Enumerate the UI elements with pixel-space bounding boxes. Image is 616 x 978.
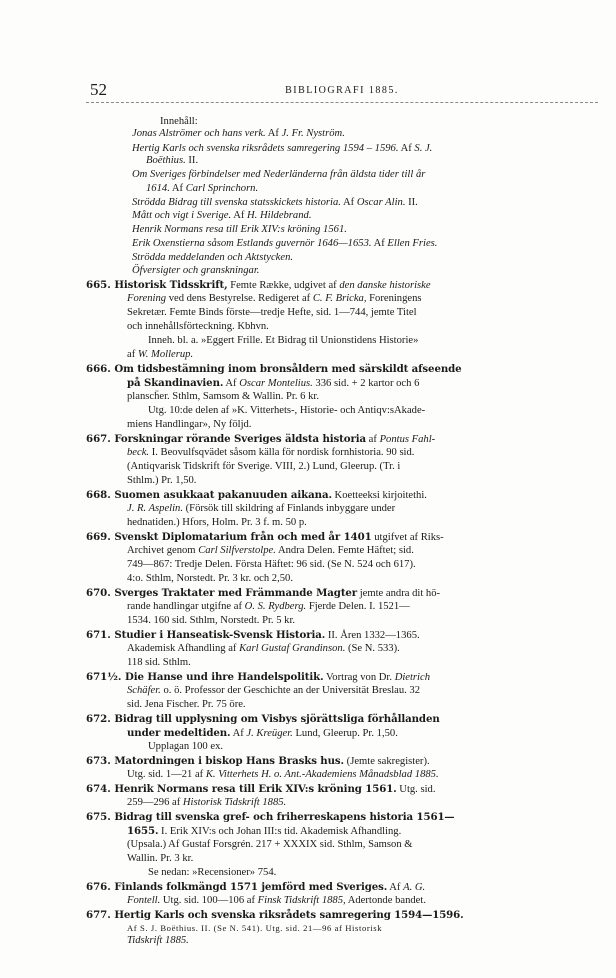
text-run: Koetteeksi kirjoitethi. bbox=[331, 490, 427, 501]
text-line bbox=[86, 364, 462, 376]
text-line bbox=[127, 448, 414, 459]
text-run: o. ö. Professor der Geschichte an der Universität Breslau. 32 bbox=[160, 685, 421, 696]
text-line bbox=[132, 253, 293, 264]
text-run: Andra Delen. Femte Häftet; sid. bbox=[275, 545, 414, 556]
entry-title: på Skandinavien. bbox=[127, 377, 224, 389]
italic-text: Ellen Fries. bbox=[387, 238, 438, 249]
italic-text: Strödda Bidrag till svenska statsskickets historia. bbox=[132, 197, 341, 208]
text-line bbox=[127, 924, 382, 935]
text-run: Utg. 10:de delen af »K. Vitterhets-, Historie- och Antiqv:sAkade- bbox=[148, 405, 426, 416]
text-line bbox=[86, 532, 444, 544]
entry-number: 669. bbox=[86, 531, 115, 543]
entry-number: 666. bbox=[86, 363, 115, 375]
text-line bbox=[127, 826, 401, 838]
page-header bbox=[86, 80, 598, 103]
entry-number: 672. bbox=[86, 713, 115, 725]
entry-title: Matordningen i biskop Hans Brasks hus. bbox=[114, 755, 345, 767]
text-line bbox=[127, 518, 307, 529]
entry-title: 1655. bbox=[127, 825, 159, 837]
text-run: 336 sid. + 2 kartor och 6 bbox=[312, 378, 420, 389]
entry-title: Bidrag till svenska gref- och friherreskapens historia 1561— bbox=[114, 811, 455, 823]
text-run: 118 sid. Sthlm. bbox=[127, 657, 191, 668]
text-run: jemte andra dit hö- bbox=[357, 588, 441, 599]
text-run: Utg. sid. bbox=[396, 784, 436, 795]
entry-number: 673. bbox=[86, 755, 115, 767]
entry-title: Forskningar rörande Sveriges äldsta historia bbox=[114, 433, 367, 445]
italic-text: S. J. bbox=[414, 143, 433, 154]
text-run: af bbox=[366, 434, 380, 445]
entry-number: 668. bbox=[86, 489, 115, 501]
entry-number: 667. bbox=[86, 433, 115, 445]
text-run: 1534. 160 sid. Sthlm, Norstedt. Pr. 5 kr. bbox=[127, 615, 296, 626]
text-line bbox=[132, 129, 345, 140]
text-run: af bbox=[127, 349, 138, 360]
italic-text: den danske historiske bbox=[339, 280, 431, 291]
italic-text: Jonas Alströmer och hans verk. bbox=[132, 128, 266, 139]
text-line bbox=[86, 280, 431, 292]
entry-number: 674. bbox=[86, 783, 115, 795]
text-run: Upplagan 100 ex. bbox=[148, 741, 224, 752]
entry-number: 676. bbox=[86, 881, 115, 893]
text-run: Femte Række, udgivet af bbox=[227, 280, 340, 291]
italic-text: Finsk Tidskrift 1885, bbox=[257, 895, 346, 906]
text-line bbox=[127, 644, 400, 655]
entry-number: 677. bbox=[86, 909, 115, 921]
text-line bbox=[86, 756, 430, 768]
italic-text: A. G. bbox=[403, 882, 426, 893]
entry-title: Suomen asukkaat pakanuuden aikana. bbox=[114, 489, 332, 501]
entry-title: Finlands folkmängd 1571 jemförd med Sveriges. bbox=[114, 881, 388, 893]
italic-text: Forening bbox=[127, 293, 167, 304]
text-run: sid. Jena Fischer. Pr. 75 öre. bbox=[127, 699, 246, 710]
text-line bbox=[127, 350, 193, 361]
text-line bbox=[132, 239, 437, 250]
text-line bbox=[86, 630, 420, 642]
text-run: Af S. J. Boëthius. II. (Se N. 541). Utg. sid. 21—96 af Historisk bbox=[127, 923, 383, 933]
text-line bbox=[132, 211, 311, 222]
text-run: Archivet genom bbox=[127, 545, 199, 556]
italic-text: J. R. Aspelin. bbox=[127, 503, 183, 514]
text-run: Af bbox=[169, 183, 186, 194]
italic-text: Oscar Montelius. bbox=[239, 378, 313, 389]
text-run: 4:o. Sthlm, Norstedt. Pr. 3 kr. och 2,50. bbox=[127, 573, 293, 584]
text-run: Vortrag von Dr. bbox=[323, 672, 395, 683]
italic-text: J. Kreüger. bbox=[246, 728, 293, 739]
text-line bbox=[127, 546, 414, 557]
text-line bbox=[127, 896, 426, 907]
text-line bbox=[148, 406, 425, 417]
italic-text: Dietrich bbox=[394, 672, 430, 683]
text-line bbox=[148, 336, 418, 347]
text-line bbox=[127, 658, 191, 669]
text-run: Wallin. Pr. 3 kr. bbox=[127, 853, 194, 864]
text-run: Af bbox=[223, 378, 240, 389]
italic-text: Fontell. bbox=[127, 895, 161, 906]
text-run: Af bbox=[387, 882, 404, 893]
text-line bbox=[132, 266, 259, 277]
text-run: Utg. sid. 100—106 af bbox=[160, 895, 258, 906]
text-line bbox=[127, 308, 417, 319]
italic-text: H. Hildebrand. bbox=[247, 210, 312, 221]
text-run: Fjerde Delen. I. 1521— bbox=[306, 601, 410, 612]
italic-text: W. Mollerup. bbox=[137, 349, 194, 360]
italic-text: 1614. bbox=[146, 183, 170, 194]
italic-text: J. Fr. Nyström. bbox=[281, 128, 345, 139]
text-line bbox=[86, 490, 427, 502]
entry-number: 665. bbox=[86, 279, 115, 291]
text-run: Af bbox=[265, 128, 282, 139]
italic-text: Tidskrift 1885. bbox=[127, 935, 189, 946]
text-line bbox=[127, 700, 246, 711]
text-run: II. Åren 1332—1365. bbox=[325, 630, 420, 641]
text-line bbox=[127, 420, 251, 431]
text-line bbox=[132, 144, 432, 155]
text-line bbox=[160, 117, 198, 128]
entry-title: Om tidsbestämning inom bronsåldern med särskildt afseende bbox=[114, 363, 462, 375]
text-line bbox=[127, 560, 416, 571]
text-run: rande handlingar utgifne af bbox=[127, 601, 245, 612]
italic-text: Mått och vigt i Sverige. bbox=[132, 210, 232, 221]
text-line bbox=[127, 770, 439, 781]
text-line bbox=[86, 910, 464, 922]
text-line bbox=[86, 784, 436, 796]
text-run: Lund, Gleerup. Pr. 1,50. bbox=[292, 728, 398, 739]
entry-number: 675. bbox=[86, 811, 115, 823]
entry-title: Die Hanse und ihre Handelspolitik. bbox=[124, 671, 324, 683]
text-line bbox=[132, 198, 418, 209]
entry-number: 670. bbox=[86, 587, 115, 599]
italic-text: Strödda meddelanden och Aktstycken. bbox=[132, 252, 294, 263]
text-line bbox=[148, 868, 276, 879]
text-run: ved dens Bestyrelse. Redigeret af bbox=[166, 293, 313, 304]
entry-title: Bidrag till upplysning om Visbys sjörättsliga förhållanden bbox=[114, 713, 440, 725]
text-run: planscḧer. Sthlm, Samsom & Wallin. Pr. 6 kr. bbox=[127, 391, 319, 402]
italic-text: Om Sveriges förbindelser med Nederländerna från äldsta tider till år bbox=[132, 169, 426, 180]
text-run: miens Handlingar», Ny följd. bbox=[127, 419, 252, 430]
text-run: Se nedan: »Recensioner» 754. bbox=[148, 867, 277, 878]
text-run: (Antiqvarisk Tidskrift för Sverige. VIII, 2.) Lund, Gleerup. (Tr. i bbox=[127, 461, 401, 472]
entry-title: Hertig Karls och svenska riksrådets samregering 1594—1596. bbox=[114, 909, 464, 921]
text-run: (Jemte sakregister). bbox=[344, 756, 430, 767]
text-run: I. Erik XIV:s och Johan III:s tid. Akademisk Afhandling. bbox=[158, 826, 402, 837]
text-run: Sthlm.) Pr. 1,50. bbox=[127, 475, 197, 486]
text-run: Af bbox=[231, 210, 248, 221]
text-line bbox=[86, 434, 435, 446]
italic-text: Oscar Alin. bbox=[356, 197, 406, 208]
text-line bbox=[146, 156, 198, 167]
text-run: Akademisk Afhandling af bbox=[127, 643, 240, 654]
entry-title: Svenskt Diplomatarium från och med år 1401 bbox=[114, 531, 372, 543]
text-line bbox=[127, 936, 189, 947]
entry-title: Historisk Tidsskrift, bbox=[114, 279, 228, 291]
page-number: 52 bbox=[90, 80, 107, 99]
text-line bbox=[86, 588, 440, 600]
text-run: Af bbox=[398, 143, 415, 154]
text-run: utgifvet af Riks- bbox=[371, 532, 444, 543]
text-run: Af bbox=[340, 197, 357, 208]
italic-text: Erik Oxenstierna såsom Estlands guvernör 1646—1653. bbox=[132, 238, 372, 249]
entry-title: under medeltiden. bbox=[127, 727, 231, 739]
text-run: hednatiden.) Hfors, Holm. Pr. 3 f. m. 50 p. bbox=[127, 517, 307, 528]
text-run: Foreningens bbox=[366, 293, 422, 304]
text-line bbox=[127, 574, 293, 585]
italic-text: Carl Silfverstolpe. bbox=[198, 545, 276, 556]
text-run: II. bbox=[405, 197, 418, 208]
italic-text: Schäfer. bbox=[127, 685, 161, 696]
text-line bbox=[127, 294, 422, 305]
text-line bbox=[127, 476, 196, 487]
text-line bbox=[86, 714, 440, 726]
text-line bbox=[127, 616, 295, 627]
text-run: och innehållsförteckning. Kbhvn. bbox=[127, 321, 269, 332]
italic-text: Boëthius. bbox=[146, 155, 186, 166]
text-run: Sekretær. Femte Binds förste—tredje Hefte, sid. 1—744, jemte Titel bbox=[127, 307, 417, 318]
text-run: 749—867: Tredje Delen. Första Häftet: 96 sid. (Se N. 524 och 617). bbox=[127, 559, 416, 570]
text-line bbox=[132, 170, 425, 181]
text-line bbox=[127, 798, 286, 809]
text-line bbox=[127, 854, 193, 865]
text-run: II. bbox=[185, 155, 199, 166]
text-run: Adertonde bandet. bbox=[345, 895, 426, 906]
italic-text: beck. bbox=[127, 447, 150, 458]
italic-text: Pontus Fahl- bbox=[379, 434, 436, 445]
italic-text: Öfversigter och granskningar. bbox=[132, 265, 260, 276]
running-title: BIBLIOGRAFI 1885. bbox=[285, 85, 399, 96]
text-run: (Se N. 533). bbox=[345, 643, 400, 654]
text-run: Innehåll: bbox=[160, 116, 198, 127]
text-run: Af bbox=[371, 238, 388, 249]
text-line bbox=[127, 378, 419, 390]
text-run: I. Beovulfsqvädet såsom källa för nordisk fornhistoria. 90 sid. bbox=[149, 447, 415, 458]
text-line bbox=[86, 672, 430, 684]
entry-number: 671. bbox=[86, 629, 115, 641]
text-line bbox=[127, 462, 400, 473]
text-run: (Försök till skildring af Finlands inbyggare under bbox=[183, 503, 396, 514]
text-line bbox=[127, 504, 395, 515]
text-run: Inneh. bl. a. »Eggert Frille. Et Bidrag til Unionstidens Historie» bbox=[148, 335, 419, 346]
italic-text: Carl Sprinchorn. bbox=[185, 183, 259, 194]
italic-text: Historisk Tidskrift 1885. bbox=[182, 797, 287, 808]
text-line bbox=[132, 225, 347, 236]
text-line bbox=[86, 812, 455, 824]
entry-number: 671½. bbox=[86, 671, 125, 683]
text-run: Af bbox=[230, 728, 247, 739]
text-run: 259—296 af bbox=[127, 797, 183, 808]
italic-text: Hertig Karls och svenska riksrådets samregering 1594 – 1596. bbox=[132, 143, 399, 154]
text-line bbox=[86, 882, 425, 894]
text-line bbox=[127, 840, 413, 851]
text-run: (Upsala.) Af Gustaf Forsgrén. 217 + XXXIX sid. Sthlm, Samson & bbox=[127, 839, 413, 850]
italic-text: C. F. Bricka, bbox=[312, 293, 367, 304]
text-line bbox=[148, 742, 223, 753]
text-line bbox=[146, 184, 258, 195]
text-line bbox=[127, 392, 319, 403]
text-line bbox=[127, 322, 269, 333]
entry-title: Studier i Hanseatisk-Svensk Historia. bbox=[114, 629, 326, 641]
entry-title: Henrik Normans resa till Erik XIV:s kröning 1561. bbox=[114, 783, 397, 795]
text-line bbox=[127, 602, 410, 613]
italic-text: Henrik Normans resa till Erik XIV:s kröning 1561. bbox=[132, 224, 347, 235]
entry-title: Sverges Traktater med Främmande Magter bbox=[114, 587, 358, 599]
text-run: Utg. sid. 1—21 af bbox=[127, 769, 206, 780]
italic-text: O. S. Rydberg. bbox=[244, 601, 307, 612]
text-line bbox=[127, 728, 398, 740]
text-line bbox=[127, 686, 420, 697]
italic-text: K. Vitterhets H. o. Ant.-Akademiens Månadsblad 1885. bbox=[205, 769, 439, 780]
italic-text: Karl Gustaf Grandinson. bbox=[239, 643, 346, 654]
